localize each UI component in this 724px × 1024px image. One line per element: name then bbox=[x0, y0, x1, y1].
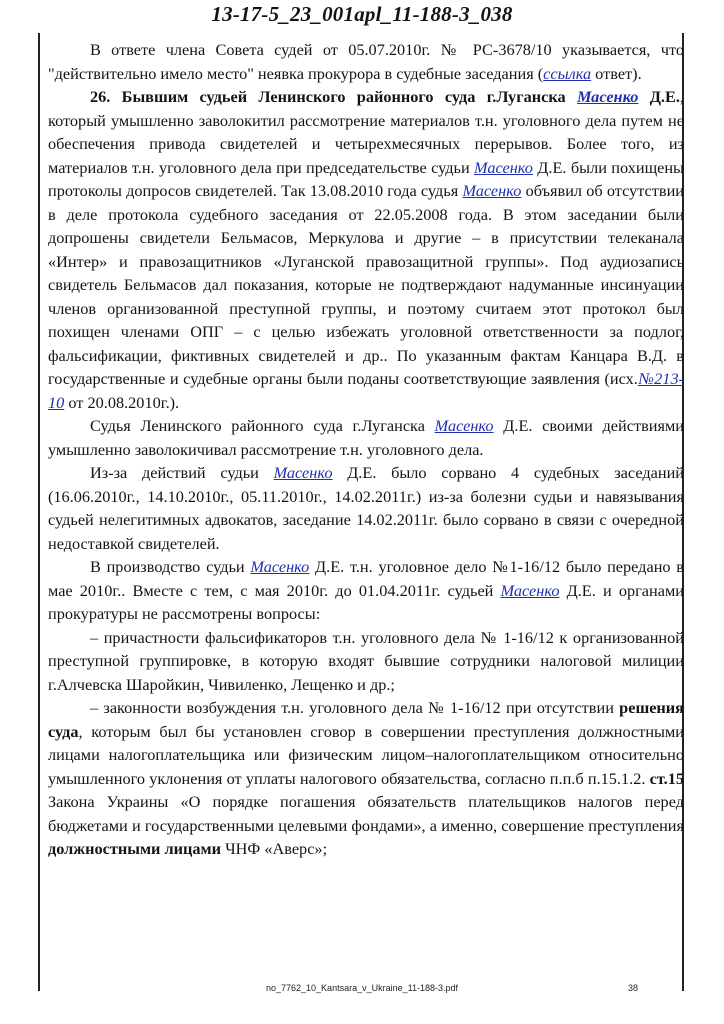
paragraph-3-text-2: Д.Е. своими действиями умышленно заволокичивал рассмотрение т.н. уголовного дела. bbox=[48, 416, 684, 459]
paragraph-3-text-1: Судья Ленинского районного суда г.Луганска bbox=[90, 416, 435, 435]
list-item-2-text-1: – законности возбуждения т.н. уголовного дела № 1-16/12 при отсутствии bbox=[90, 698, 620, 717]
list-item-2-bold-2: ст.15 bbox=[649, 768, 684, 788]
paragraph-1-text-2: ответ). bbox=[591, 63, 642, 83]
paragraph-5-text-1: В производство судьи bbox=[90, 557, 251, 576]
list-item-2-text-3: Закона Украины «О порядке погашения обязательств плательщиков налогов перед бюджетами и государственными целевыми фондами», а именно, совершение преступления bbox=[48, 792, 684, 835]
paragraph-1-text-1: В ответе члена Совета судей от 05.07.2010г. № РС-3678/10 указывается, что "действительно имело место" неявка прокурора в судебные заседания ( bbox=[48, 40, 684, 83]
masenko-link[interactable]: Масенко bbox=[576, 87, 639, 106]
document-number-link[interactable]: №213-10 bbox=[48, 369, 685, 412]
list-item-1 bbox=[48, 626, 684, 697]
paragraph-4-text-1: Из-за действий судьи bbox=[90, 463, 274, 482]
masenko-link[interactable]: Масенко bbox=[462, 181, 522, 200]
list-item-2 bbox=[48, 696, 684, 861]
paragraph-2-bold-1: 26. Бывшим судьей Ленинского районного суда г.Луганска bbox=[90, 87, 577, 106]
list-item-1-text: – причастности фальсификаторов т.н. уголовного дела № 1-16/12 к организованной преступной группировке, в которую входят бывшие сотрудники налоговой милиции г.Алчевска Шаройкин, Чивиленко, Лещенко и др.; bbox=[48, 627, 684, 694]
masenko-link[interactable]: Масенко bbox=[250, 557, 310, 576]
list-item-2-bold-1: решения суда bbox=[48, 698, 684, 741]
masenko-link[interactable]: Масенко bbox=[434, 416, 494, 435]
paragraph-2-bold-2: Д.Е. bbox=[638, 87, 680, 106]
paragraph-5-text-2: Д.Е. т.н. уголовное дело №1-16/12 было передано в мае 2010г.. Вместе с тем, с мая 2010г. до 01.04.2011г. судьей bbox=[48, 557, 684, 600]
document-header-title: 13-17-5_23_001apl_11-188-3_038 bbox=[211, 2, 513, 26]
masenko-link[interactable]: Масенко bbox=[474, 157, 533, 177]
paragraph-2-text-3: объявил об отсутствии в деле протокола судебного заседания от 22.05.2008 года. В этом заседании были допрошены свидетели Бельмасов, Меркулова и другие – в присутствии телеканала «Интер» и правозащитников «Луганской правозащитной группы». Под аудиозапись свидетель Бельмасов дал показания, которые не подтверждают надуманные инсинуации членов организованной преступной группы, и поэтому считаем этот протокол был похищен членами ОПГ – с целью избежать уголовной ответственности за подлог, фальсификации, фиктивных свидетелей и др.. По указанным фактам Канцара В.Д. в государственные и судебные органы были поданы соответствующие заявления (исх. bbox=[48, 181, 684, 388]
paragraph-4-text-2: Д.Е. было сорвано 4 судебных заседаний (16.06.2010г., 14.10.2010г., 05.11.2010г., 14.02.2011г.) из-за болезни судьи и навязывания судьей нелегитимных адвокатов, заседание 14.02.2011г. было сорвано в связи с очередной недоставкой свидетелей. bbox=[48, 463, 684, 553]
list-item-2-text-2: , которым был бы установлен сговор в совершении преступления должностными лицами налогоплательщика или физическим лицом–налогоплательщиком относительно умышленного уклонения от уплаты налогового обязательства, согласно п.п.б п.15.1.2. bbox=[48, 721, 684, 788]
footer-page-number: 38 bbox=[628, 983, 639, 993]
footer-filename: no_7762_10_Kantsara_v_Ukraine_11-188-3.pdf bbox=[266, 983, 458, 993]
paragraph-5-text-3: Д.Е. и органами прокуратуры не рассмотрены вопросы: bbox=[48, 580, 684, 623]
masenko-link[interactable]: Масенко bbox=[273, 463, 333, 482]
paragraph-5 bbox=[48, 555, 684, 626]
paragraph-2-text-2: Д.Е. были похищены протоколы допросов свидетелей. Так 13.08.2010 года судья bbox=[48, 157, 684, 200]
list-item-2-bold-3: должностными лицами bbox=[48, 839, 221, 858]
paragraph-3 bbox=[48, 414, 684, 461]
paragraph-2 bbox=[48, 85, 684, 414]
paragraph-2-text-1: , который умышленно заволокитил рассмотрение материалов т.н. уголовного дела путем не обеспечения привода свидетелей и четырехмесячных перерывов. Более того, из материалов т.н. уголовного дела при председательстве судьи bbox=[48, 87, 684, 177]
paragraph-2-text-4: от 20.08.2010г.). bbox=[64, 392, 180, 412]
document-body bbox=[48, 38, 684, 861]
masenko-link[interactable]: Масенко bbox=[500, 580, 560, 600]
reference-link[interactable]: ссылка bbox=[543, 63, 592, 83]
list-item-2-text-4: ЧНФ «Аверс»; bbox=[221, 839, 328, 858]
paragraph-4 bbox=[48, 461, 684, 555]
paragraph-1 bbox=[48, 38, 684, 85]
